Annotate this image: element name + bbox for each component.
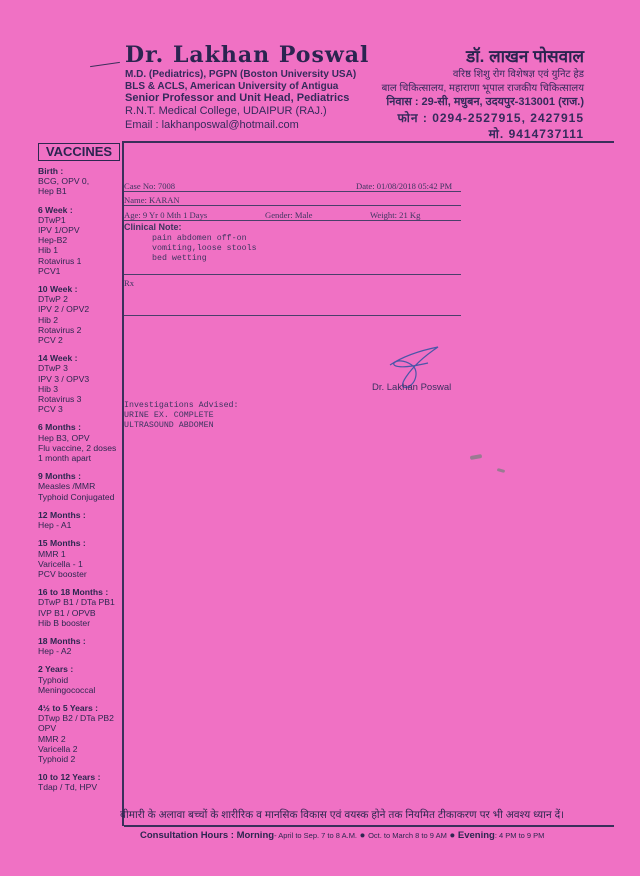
vaccine-item: Typhoid 2	[38, 753, 76, 764]
vaccine-item: DTwP B1 / DTa PB1	[38, 597, 115, 608]
vaccine-item: BCG, OPV 0,	[38, 176, 90, 187]
form-rule	[124, 315, 461, 316]
sidebar-divider	[122, 141, 124, 826]
rx-label: Rx	[124, 278, 135, 288]
vaccine-item: Typhoid	[38, 674, 69, 685]
vaccine-item: DTwP1	[38, 214, 66, 225]
footer-advice: बीमारी के अलावा बच्चों के शारीरिक व मानसिक विकास एवं वयस्क होने तक नियमित टीकाकरण पर भी अवश्य ध्यान दें।	[120, 809, 565, 821]
vaccine-item: DTwP 3	[38, 363, 68, 374]
investigation-2: ULTRASOUND ABDOMEN	[124, 421, 214, 430]
vaccine-item: Varicella - 1	[38, 558, 83, 569]
hindi-address: निवास : 29-सी, मधुबन, उदयपुर-313001 (राज.)	[386, 96, 584, 108]
vaccine-item: IPV 2 / OPV2	[38, 304, 90, 315]
morning-detail-2: Oct. to March 8 to 9 AM	[368, 831, 447, 840]
patient-age: Age: 9 Yr 0 Mth 1 Days	[124, 210, 208, 220]
bullet: ●	[449, 830, 456, 841]
vaccine-item: Hib B booster	[38, 617, 91, 628]
vaccine-item: OPV	[38, 723, 57, 734]
vaccine-item: Hib 1	[38, 245, 59, 256]
vaccine-group-heading: 9 Months :	[38, 471, 81, 482]
vaccine-item: MMR 2	[38, 733, 66, 744]
vaccine-group	[38, 471, 122, 502]
form-rule	[124, 205, 461, 206]
vaccine-item: Meningococcal	[38, 684, 96, 695]
investigation-1: URINE EX. COMPLETE	[124, 411, 214, 420]
clinical-note-label: Clinical Note:	[124, 222, 182, 232]
morning-label: Morning	[236, 830, 275, 841]
vaccine-item: Typhoid Conjugated	[38, 491, 115, 502]
vaccine-item: Rotavirus 2	[38, 324, 82, 335]
hindi-line-1: वरिष्ठ शिशु रोग विशेषज्ञ एवं युनिट हेड	[452, 69, 584, 80]
form-rule	[124, 274, 461, 275]
vaccine-item: Tdap / Td, HPV	[38, 782, 98, 793]
vaccine-group-heading: 2 Years :	[38, 664, 74, 675]
footer-rule	[124, 825, 614, 827]
header-dash	[90, 62, 120, 67]
vaccine-group-heading: 14 Week :	[38, 353, 78, 364]
vaccine-group-heading: 15 Months :	[38, 538, 86, 549]
vaccine-group-heading: 16 to 18 Months :	[38, 587, 109, 598]
hindi-phone: फोन : 0294-2527915, 2427915	[397, 111, 584, 125]
vaccine-group	[38, 205, 122, 276]
vaccine-group-heading: 6 Week :	[38, 204, 73, 215]
form-rule	[124, 220, 461, 221]
consultation-hours	[140, 830, 544, 841]
vaccine-item: IPV 3 / OPV3	[38, 373, 90, 384]
vaccine-item: Measles /MMR	[38, 481, 96, 492]
vaccine-group-heading: 4½ to 5 Years :	[38, 702, 99, 713]
vaccine-item: Varicella 2	[38, 743, 78, 754]
clinical-note-1: pain abdomen off-on	[152, 234, 247, 243]
vaccine-item: Hep B3, OPV	[38, 432, 90, 443]
credential-line-1: M.D. (Pediatrics), PGPN (Boston University USA)	[125, 69, 357, 80]
vaccine-group	[38, 703, 122, 764]
vaccine-group	[38, 353, 122, 414]
evening-label: Evening	[457, 830, 495, 841]
vaccine-item: IVP B1 / OPVB	[38, 607, 96, 618]
vaccine-group	[38, 587, 122, 628]
patient-name: Name: KARAN	[124, 195, 180, 205]
vaccine-group	[38, 284, 122, 345]
patient-gender: Gender: Male	[265, 210, 313, 220]
vaccine-schedule	[38, 166, 122, 801]
vaccine-group	[38, 510, 122, 530]
vaccine-item: Rotavirus 3	[38, 394, 82, 405]
morning-detail-1: - April to Sep. 7 to 8 A.M.	[274, 831, 358, 840]
email-line: Email : lakhanposwal@hotmail.com	[125, 119, 299, 131]
header-rule	[124, 141, 614, 143]
vaccine-item: Flu vaccine, 2 doses	[38, 442, 117, 453]
clinical-note-2: vomiting,loose stools	[152, 244, 257, 253]
vaccine-group-heading: 18 Months :	[38, 635, 86, 646]
vaccine-item: IPV 1/OPV	[38, 225, 80, 236]
vaccine-item: DTwP 2	[38, 294, 68, 305]
vaccine-item: Hep - A1	[38, 520, 72, 531]
vaccine-item: PCV 3	[38, 404, 63, 415]
vaccine-item: Rotavirus 1	[38, 255, 82, 266]
paper-mark	[497, 468, 506, 473]
clinical-note-3: bed wetting	[152, 254, 207, 263]
vaccines-title: VACCINES	[38, 143, 120, 161]
doctor-name: Dr. Lakhan Poswal	[125, 42, 370, 68]
bullet: ●	[359, 830, 366, 841]
vaccine-item: 1 month apart	[38, 453, 92, 464]
vaccine-item: Hep - A2	[38, 646, 72, 657]
vaccine-item: Hep-B2	[38, 235, 68, 246]
vaccine-group-heading: 12 Months :	[38, 509, 86, 520]
investigations-label: Investigations Advised:	[124, 401, 239, 410]
vaccine-group	[38, 538, 122, 579]
vaccine-item: MMR 1	[38, 548, 66, 559]
vaccine-group	[38, 166, 122, 197]
credential-line-4: R.N.T. Medical College, UDAIPUR (RAJ.)	[125, 105, 327, 117]
credential-line-2: BLS & ACLS, American University of Antigua	[125, 81, 339, 92]
vaccine-group-heading: Birth :	[38, 166, 64, 176]
vaccine-group	[38, 772, 122, 792]
vaccine-group-heading: 6 Months :	[38, 422, 81, 433]
form-rule	[124, 191, 461, 192]
case-number: Case No: 7008	[124, 181, 176, 191]
vaccine-item: PCV 2	[38, 335, 63, 346]
vaccine-item: PCV1	[38, 265, 61, 276]
vaccine-group	[38, 422, 122, 463]
vaccine-item: Hep B1	[38, 186, 67, 197]
consult-label: Consultation Hours :	[140, 830, 234, 841]
patient-weight: Weight: 21 Kg	[370, 210, 421, 220]
vaccine-group	[38, 636, 122, 656]
vaccine-item: Hib 2	[38, 314, 59, 325]
hindi-line-2: बाल चिकित्सालय, महाराणा भूपाल राजकीय चिकित्सालय	[381, 83, 584, 94]
signature-name: Dr. Lakhan Poswal	[372, 382, 452, 393]
vaccine-group	[38, 664, 122, 695]
visit-date: Date: 01/08/2018 05:42 PM	[356, 181, 453, 191]
vaccine-group-heading: 10 Week :	[38, 284, 78, 295]
vaccine-group-heading: 10 to 12 Years :	[38, 772, 101, 783]
vaccine-item: DTwp B2 / DTa PB2	[38, 713, 114, 724]
vaccine-item: PCV booster	[38, 568, 87, 579]
paper-mark	[470, 454, 483, 460]
evening-detail: : 4 PM to 9 PM	[494, 831, 545, 840]
credential-line-3: Senior Professor and Unit Head, Pediatrics	[125, 92, 350, 104]
vaccine-item: Hib 3	[38, 383, 59, 394]
hindi-doctor-name: डॉ. लाखन पोसवाल	[466, 47, 584, 66]
hindi-mobile: मो. 9414737111	[488, 127, 584, 141]
